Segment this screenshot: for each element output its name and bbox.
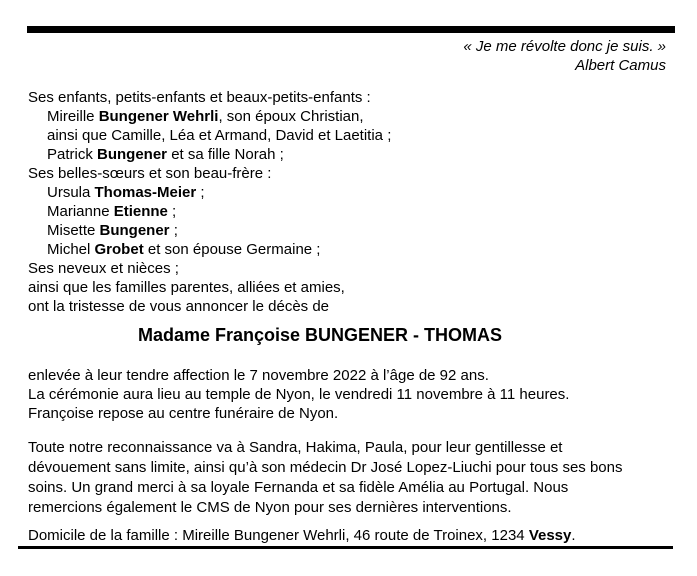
relatives-line-patrick: [28, 145, 391, 164]
thanks-line-1: Toute notre reconnaissance va à Sandra, Hakima, Paula, pour leur gentillesse et: [28, 439, 563, 456]
relatives-line-ursula: [28, 183, 391, 202]
line-text: ainsi que les familles parentes, alliées et amies,: [28, 279, 345, 296]
line-bold-surname: Etienne: [113, 203, 168, 220]
line-bold-surname: Thomas-Meier: [94, 184, 197, 201]
address-text: Domicile de la famille : Mireille Bungener Wehrli, 46 route de Troinex, 1234: [28, 527, 529, 544]
line-text: Ses enfants, petits-enfants et beaux-petits-enfants :: [28, 89, 371, 106]
bottom-rule: [18, 546, 673, 549]
relatives-line-nephews: [28, 259, 391, 278]
relatives-line-inlaws-header: [28, 164, 391, 183]
ceremony-line-repose: Françoise repose au centre funéraire de Nyon.: [28, 405, 339, 422]
relatives-list: [28, 88, 391, 316]
line-text: et sa fille Norah ;: [167, 146, 284, 163]
line-bold-surname: Bungener: [97, 146, 168, 163]
line-text: ;: [167, 203, 177, 220]
family-address-line: [28, 526, 576, 545]
line-text: ont la tristesse de vous annoncer le décès de: [28, 298, 330, 315]
line-text: et son épouse Germaine ;: [143, 241, 321, 258]
ceremony-line-death: enlevée à leur tendre affection le 7 novembre 2022 à l’âge de 92 ans.: [28, 367, 489, 384]
relatives-line-marianne: [28, 202, 391, 221]
line-text: Ses neveux et nièces ;: [28, 260, 179, 277]
line-text: Misette: [47, 222, 100, 239]
line-text: ;: [196, 184, 205, 201]
top-rule: [27, 26, 675, 33]
ceremony-paragraph: [28, 366, 569, 423]
line-text: Michel: [47, 241, 95, 258]
line-bold-surname: Grobet: [94, 241, 144, 258]
deceased-name-title: Madame Françoise BUNGENER - THOMAS: [137, 325, 503, 345]
line-text: Ursula: [47, 184, 95, 201]
relatives-line-children-header: [28, 88, 391, 107]
line-text: ;: [169, 222, 178, 239]
thanks-line-4: remercions également le CMS de Nyon pour ses dernières interventions.: [28, 499, 512, 516]
epigraph-quote: « Je me révolte donc je suis. »: [463, 38, 666, 55]
line-bold-surname: Bungener Wehrli: [98, 108, 219, 125]
relatives-line-families: [28, 278, 391, 297]
thanks-paragraph: [28, 438, 623, 518]
relatives-line-announce: [28, 297, 391, 316]
ceremony-line-service: La cérémonie aura lieu au temple de Nyon, le vendredi 11 novembre à 11 heures.: [28, 386, 570, 403]
line-text: Marianne: [47, 203, 114, 220]
line-text: , son époux Christian,: [218, 108, 364, 125]
epigraph-author: Albert Camus: [575, 57, 666, 74]
relatives-line-mireille: [28, 107, 391, 126]
address-bold-locality: Vessy: [528, 527, 572, 544]
relatives-line-michel: [28, 240, 391, 259]
line-bold-surname: Bungener: [99, 222, 170, 239]
address-period: .: [571, 527, 576, 544]
relatives-line-misette: [28, 221, 391, 240]
relatives-line-grandchildren: [28, 126, 391, 145]
line-text: Ses belles-sœurs et son beau-frère :: [28, 165, 272, 182]
thanks-line-2: dévouement sans limite, ainsi qu’à son médecin Dr José Lopez-Liuchi pour tous ses bons: [28, 459, 623, 476]
epigraph: [463, 37, 666, 75]
line-text: Mireille: [47, 108, 99, 125]
line-text: Patrick: [47, 146, 98, 163]
line-text: ainsi que Camille, Léa et Armand, David et Laetitia ;: [47, 127, 392, 144]
thanks-line-3: soins. Un grand merci à sa loyale Fernanda et sa fidèle Amélia au Portugal. Nous: [28, 479, 569, 496]
